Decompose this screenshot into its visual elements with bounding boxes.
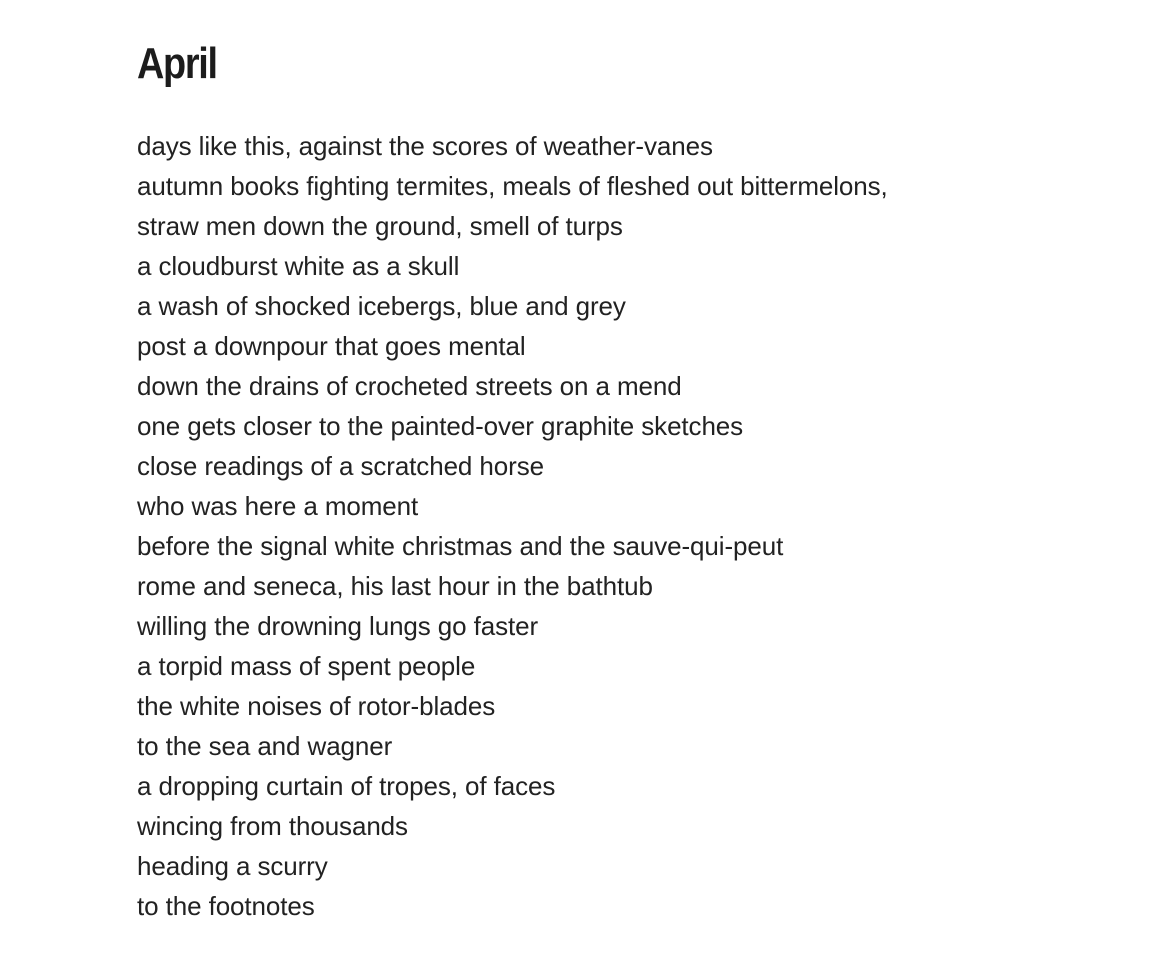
poem-line: down the drains of crocheted streets on a mend: [137, 371, 682, 401]
poem-line: a torpid mass of spent people: [137, 651, 476, 681]
poem-body: [137, 126, 888, 926]
poem-line: to the sea and wagner: [137, 731, 393, 761]
poem-title: April: [137, 39, 217, 88]
poem-line: willing the drowning lungs go faster: [137, 611, 539, 641]
poem-line: post a downpour that goes mental: [137, 331, 526, 361]
poem-line: heading a scurry: [137, 851, 328, 881]
poem-line: the white noises of rotor-blades: [137, 691, 496, 721]
poem-line: a dropping curtain of tropes, of faces: [137, 771, 556, 801]
poem-line: one gets closer to the painted-over graphite sketches: [137, 411, 744, 441]
poem-line: close readings of a scratched horse: [137, 451, 544, 481]
poem-line: who was here a moment: [137, 491, 419, 521]
poem-line: to the footnotes: [137, 891, 315, 921]
poem-line: wincing from thousands: [137, 811, 408, 841]
poem-line: a cloudburst white as a skull: [137, 251, 460, 281]
poem-line: straw men down the ground, smell of turps: [137, 211, 623, 241]
poem-line: before the signal white christmas and the sauve-qui-peut: [137, 531, 784, 561]
poem-line: rome and seneca, his last hour in the bathtub: [137, 571, 653, 601]
poem-line: days like this, against the scores of weather-vanes: [137, 131, 713, 161]
poem-line: a wash of shocked icebergs, blue and grey: [137, 291, 626, 321]
poem-line: autumn books fighting termites, meals of fleshed out bittermelons,: [137, 171, 888, 201]
